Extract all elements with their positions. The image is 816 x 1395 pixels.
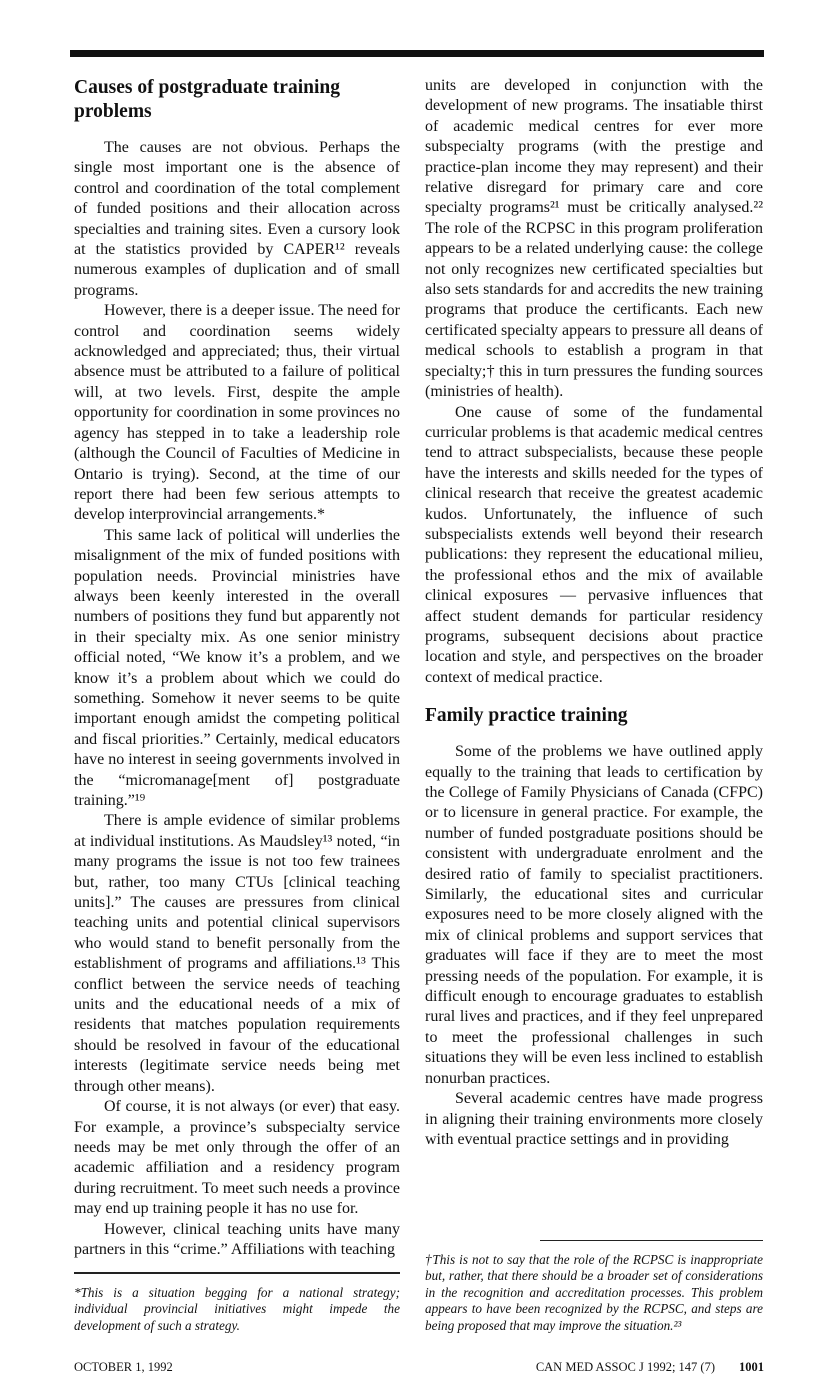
section-heading-family-practice: Family practice training <box>425 705 628 727</box>
right-column <box>425 76 763 1150</box>
right-column-wrapper <box>425 76 763 1334</box>
spacer <box>74 1260 400 1272</box>
left-column <box>74 76 400 1260</box>
paragraph: units are developed in conjunction with the development of new programs. The insatiable thirst of academic medical centres for ever more subspecialty programs (with the prestige and practice-plan income they may represent) and their relative disregard for primary care and core specialty programs²¹ must be critically analysed.²² The role of the RCPSC in this program proliferation appears to be a related underlying cause: the college not only recognizes new certificated specialties but also sets standards for and accredits the new training programs that produce the certificants. Each new certificated specialty appears to pressure all deans of medical schools to establish a program in that specialty;† this in turn pressures the funding sources (ministries of health). <box>425 77 763 401</box>
footnote-rule-left <box>74 1272 400 1274</box>
footer-citation: CAN MED ASSOC J 1992; 147 (7) <box>535 1360 715 1375</box>
top-rule <box>70 50 764 57</box>
footnote-dagger: †This is not to say that the role of the RCPSC is inappropriate but, rather, that there should be a broader set of considerations in the recognition and accreditation processes. This problem appears to have been recognized by the RCPSC, and steps are being proposed that may improve the situation.²³ <box>425 1252 763 1333</box>
footer <box>70 1360 764 1375</box>
page-number: 1001 <box>739 1360 764 1375</box>
footer-date: OCTOBER 1, 1992 <box>74 1360 173 1375</box>
paragraph: This same lack of political will underlies the misalignment of the mix of funded positions with population needs. Provincial ministries have always been keenly interested in the overall numbers of positions they fund but apparently not in their specialty mix. As one senior ministry official noted, “We know it’s a problem, and we know it’s a problem about which we could do something. Somehow it never seems to be quite important enough amidst the competing political and fiscal priorities.” Certainly, medical educators have no interest in seeing governments involved in the “micromanage[ment of] postgraduate training.”¹⁹ <box>74 526 400 809</box>
left-column-wrapper <box>74 76 400 1334</box>
paragraph: Of course, it is not always (or ever) that easy. For example, a province’s subspecialty service needs may be met only through the offer of an academic affiliation and a residency program during recruitment. To meet such needs a province may end up training people it has no use for. <box>74 1098 400 1218</box>
spacer <box>425 1150 763 1239</box>
footnote-rule-right <box>540 1240 763 1242</box>
paragraph: The causes are not obvious. Perhaps the single most important one is the absence of control and coordination of the total complement of funded positions and their allocation across specialties and training sites. Even a cursory look at the statistics provided by CAPER¹² reveals numerous examples of duplication and of small programs. <box>74 139 400 299</box>
paragraph: However, there is a deeper issue. The need for control and coordination seems widely acknowledged and appreciated; thus, their virtual absence must be attributed to a failure of political will, at two levels. First, despite the ample opportunity for coordination in some provinces no agency has stepped in to take a leadership role (although the Council of Faculties of Medicine in Ontario is trying). Second, at the time of our report there had been few serious attempts to develop interprovincial arrangements.* <box>74 302 400 524</box>
section-heading-causes: Causes of postgraduate training problems <box>74 77 340 122</box>
paragraph: Some of the problems we have outlined apply equally to the training that leads to certification by the College of Family Physicians of Canada (CFPC) or to licensure in general practice. For example, the number of funded postgraduate positions should be consistent with undergraduate enrolment and the desired ratio of family to specialist practitioners. Similarly, the educational sites and curricular exposures need to be more closely aligned with the mix of clinical problems and support services that graduates will face if they are to meet the most pressing needs of the population. For example, it is difficult enough to encourage graduates to establish rural lives and practices, and if they feel unprepared to meet the professional challenges in such situations they will be even less inclined to establish nonurban practices. <box>425 743 763 1087</box>
paragraph: Several academic centres have made progress in aligning their training environments more closely with eventual practice settings and in providing <box>425 1090 763 1148</box>
paragraph: There is ample evidence of similar problems at individual institutions. As Maudsley¹³ noted, “in many programs the issue is not too few trainees but, rather, too many CTUs [clinical teaching units].” The causes are pressures from clinical teaching units and potential clinical supervisors who would stand to benefit personally from the establishment of programs and affiliations.¹³ This conflict between the service needs of teaching units and the educational needs of a mix of residents that matches population requirements should be resolved in favour of the educational interests (legitimate service needs being met through other means). <box>74 812 400 1095</box>
paragraph: However, clinical teaching units have many partners in this “crime.” Affiliations with teaching <box>74 1220 400 1258</box>
paragraph: One cause of some of the fundamental curricular problems is that academic medical centres tend to attract subspecialists, because these people have the interests and skills needed for the types of clinical research that receive the greatest academic kudos. Unfortunately, the influence of such subspecialists extends well beyond their research publications: they represent the educational milieu, the professional ethos and the mix of available clinical exposures — pervasive influences that affect student demands for particular residency programs, subsequent decisions about practice location and style, and perspectives on the broader context of medical practice. <box>425 403 763 686</box>
footnote-asterisk: *This is a situation begging for a national strategy; individual provincial initiatives might impede the development of such a strategy. <box>74 1284 400 1333</box>
columns <box>70 76 763 1334</box>
